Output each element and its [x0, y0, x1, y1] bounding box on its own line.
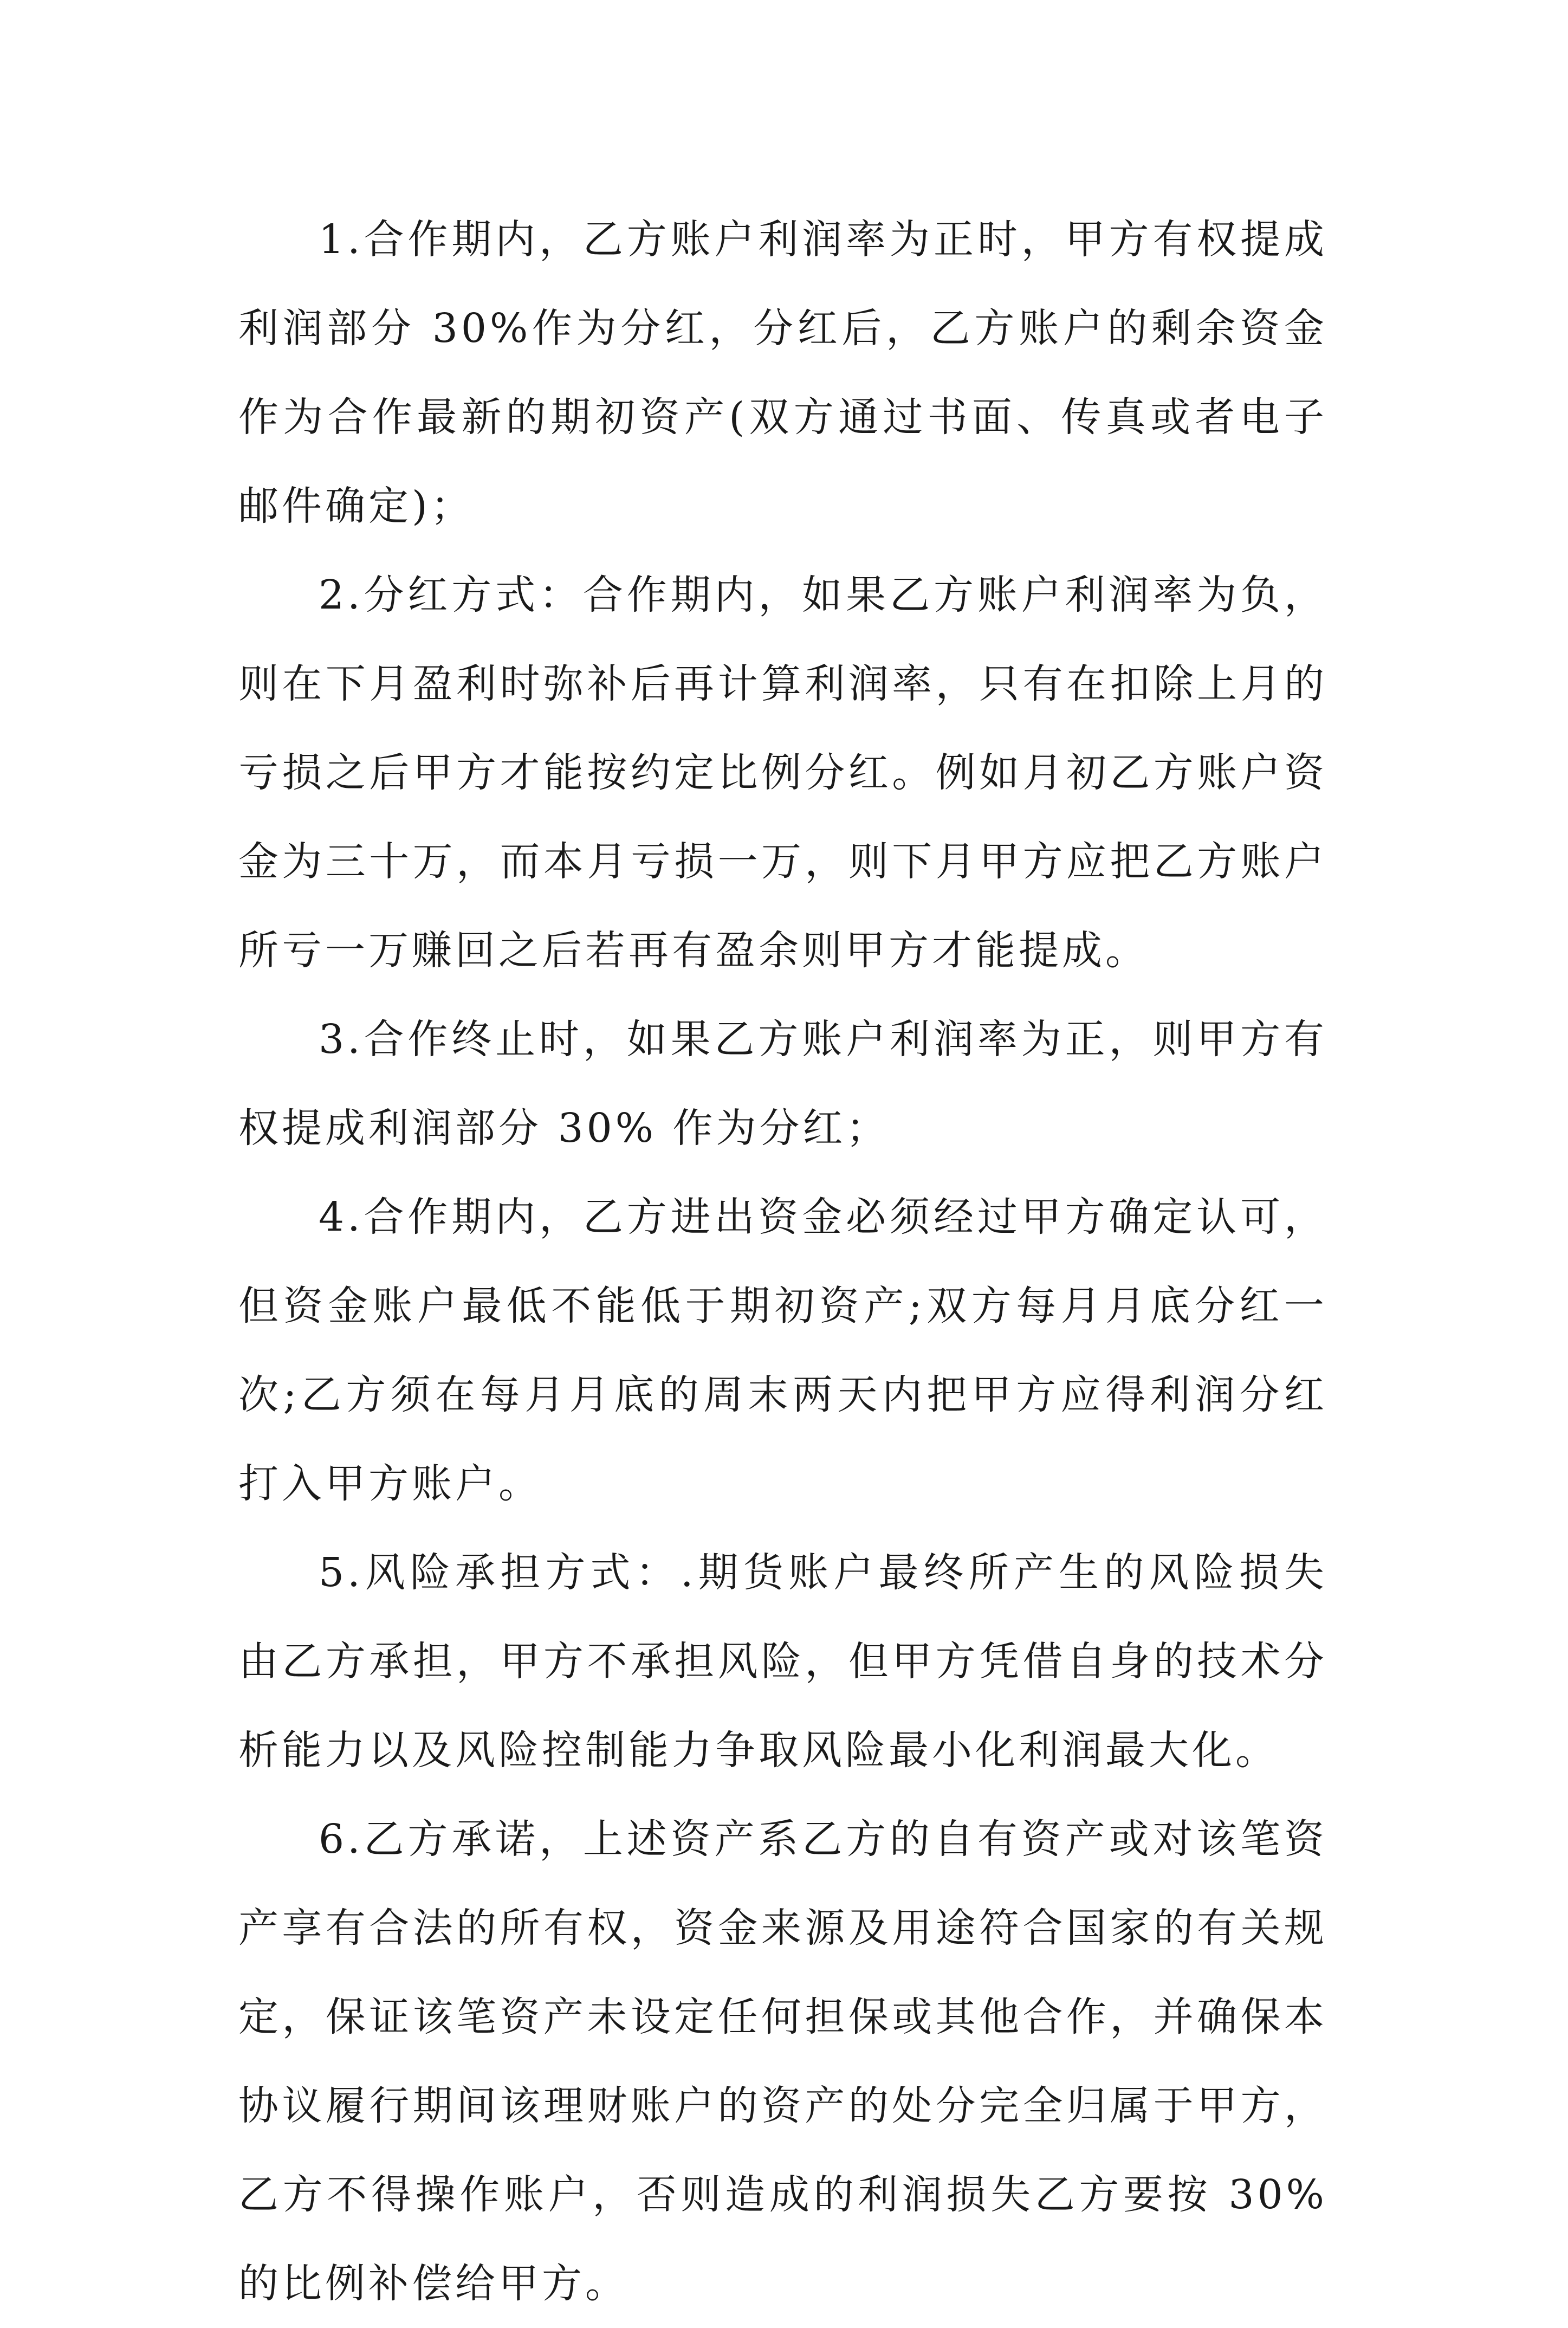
clause-3: 3.合作终止时，如果乙方账户利润率为正，则甲方有权提成利润部分 30% 作为分红； [238, 1016, 1327, 1152]
clause-4: 4.合作期内，乙方进出资金必须经过甲方确定认可，但资金账户最低不能低于期初资产;双方每月月底分红一次;乙方须在每月月底的周末两天内把甲方应得利润分红打入甲方账户。 [238, 1194, 1327, 1507]
clause-1: 1.合作期内，乙方账户利润率为正时，甲方有权提成利润部分 30%作为分红，分红后，乙方账户的剩余资金作为合作最新的期初资产(双方通过书面、传真或者电子邮件确定)； [238, 216, 1327, 529]
document-body [238, 195, 1327, 2328]
clause-6: 6.乙方承诺，上述资产系乙方的自有资产或对该笔资产享有合法的所有权，资金来源及用途符合国家的有关规定，保证该笔资产未设定任何担保或其他合作，并确保本协议履行期间该理财账户的资产的处分完全归属于甲方，乙方不得操作账户，否则造成的利润损失乙方要按 30%的比例补偿给甲方。 [238, 1816, 1327, 2307]
clause-5: 5.风险承担方式：.期货账户最终所产生的风险损失由乙方承担，甲方不承担风险，但甲方凭借自身的技术分析能力以及风险控制能力争取风险最小化利润最大化。 [238, 1549, 1327, 1774]
clause-2: 2.分红方式：合作期内，如果乙方账户利润率为负，则在下月盈利时弥补后再计算利润率，只有在扣除上月的亏损之后甲方才能按约定比例分红。例如月初乙方账户资金为三十万，而本月亏损一万，则下月甲方应把乙方账户所亏一万赚回之后若再有盈余则甲方才能提成。 [238, 572, 1327, 974]
